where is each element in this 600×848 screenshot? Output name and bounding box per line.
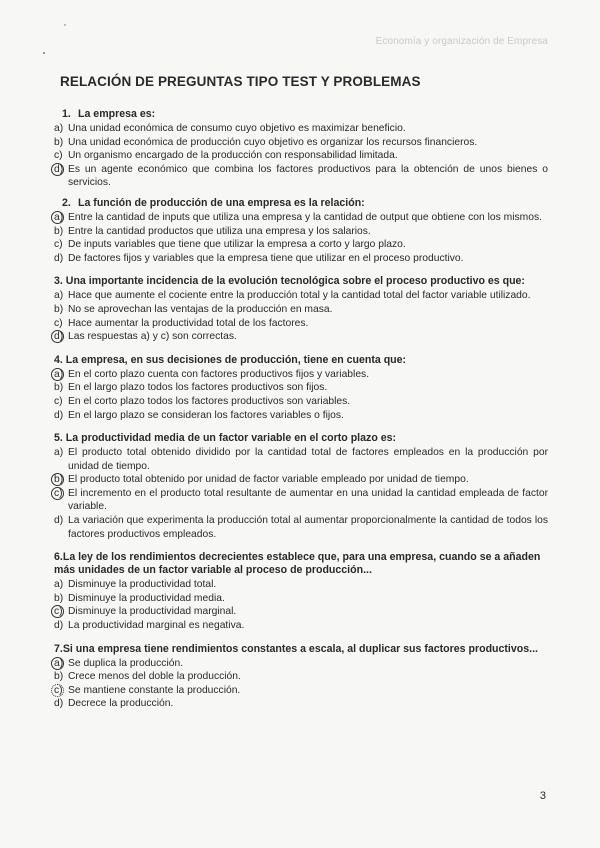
scan-speck (43, 52, 45, 54)
question-3 (54, 275, 548, 343)
question-heading: 7.Si una empresa tiene rendimientos constantes a escala, al duplicar sus factores productivos... (54, 642, 538, 655)
option-b: b) Entre la cantidad productos que utiliza una empresa y los salarios. (54, 225, 371, 237)
option-c: c) Se mantiene constante la producción. (54, 684, 548, 698)
question-list (54, 108, 548, 718)
page-title: RELACIÓN DE PREGUNTAS TIPO TEST Y PROBLEMAS (60, 74, 421, 89)
option-b: b) Disminuye la productividad media. (54, 592, 225, 604)
option-c: c) Disminuye la productividad marginal. (54, 605, 548, 619)
option-d: d) De factores fijos y variables que la empresa tiene que utilizar en el proceso productivo. (54, 252, 464, 264)
question-2 (54, 197, 548, 265)
question-heading: 4. La empresa, en sus decisiones de producción, tiene en cuenta que: (54, 353, 407, 366)
option-b: b) En el largo plazo todos los factores productivos son fijos. (54, 382, 328, 394)
option-a: a) Disminuye la productividad total. (54, 579, 217, 591)
question-1 (54, 108, 548, 190)
option-b: b) No se aprovechan las ventajas de la producción en masa. (54, 303, 333, 315)
option-a: a) El producto total obtenido dividido por la cantidad total de factores empleados en la producción por unidad de tiempo. (54, 447, 548, 472)
option-c: c) En el corto plazo todos los factores productivos son variables. (54, 395, 351, 407)
option-a: a) Entre la cantidad de inputs que utiliza una empresa y la cantidad de output que obtiene con los mismos. (54, 211, 548, 225)
question-heading: 3. Una importante incidencia de la evolución tecnológica sobre el proceso productivo es que: (54, 275, 525, 288)
option-c: c) Un organismo encargado de la producción con responsabilidad limitada. (54, 150, 398, 162)
question-heading: 1. La empresa es: (62, 108, 156, 120)
option-b: b) El producto total obtenido por unidad de factor variable empleado por unidad de tiempo. (54, 473, 548, 487)
option-c: c) De inputs variables que tiene que utilizar la empresa a corto y largo plazo. (54, 239, 406, 251)
option-c: c) El incremento en el producto total resultante de aumentar en una unidad la cantidad empleada de factor variable. (54, 487, 548, 514)
option-d: d) Es un agente económico que combina los factores productivos para la obtención de unos bienes o servicios. (54, 163, 548, 190)
question-heading: 6.La ley de los rendimientos decrecientes establece que, para una empresa, cuando se a añaden más unidades de un factor variable al proceso de producción... (54, 551, 541, 577)
option-a: a) Hace que aumente el cociente entre la producción total y la cantidad total del factor variable utilizado. (54, 290, 531, 302)
option-d: d) Las respuestas a) y c) son correctas. (54, 330, 548, 344)
option-d: d) La variación que experimenta la producción total al aumentar proporcionalmente la cantidad de todos los factores productivos empleados. (54, 515, 548, 540)
question-5 (54, 432, 548, 541)
option-c: c) Hace aumentar la productividad total de los factores. (54, 317, 309, 329)
option-d: d) En el largo plazo se consideran los factores variables o fijos. (54, 409, 344, 421)
option-b: b) Una unidad económica de producción cuyo objetivo es organizar los recursos financieros. (54, 136, 478, 148)
option-d: d) La productividad marginal es negativa. (54, 620, 245, 632)
scan-speck (64, 24, 66, 26)
option-b: b) Crece menos del doble la producción. (54, 671, 241, 683)
question-7 (54, 643, 548, 711)
page-number: 3 (539, 790, 546, 802)
option-d: d) Decrece la producción. (54, 698, 174, 710)
question-6 (54, 551, 548, 632)
option-a: a) Se duplica la producción. (54, 657, 548, 671)
question-4 (54, 354, 548, 422)
question-heading: 5. La productividad media de un factor variable en el corto plazo es: (54, 432, 397, 445)
option-a: a) Una unidad económica de consumo cuyo objetivo es maximizar beneficio. (54, 123, 406, 134)
header-note: Economía y organización de Empresa (375, 36, 548, 47)
question-heading: 2. La función de producción de una empresa es la relación: (62, 196, 365, 209)
option-a: a) En el corto plazo cuenta con factores productivos fijos y variables. (54, 368, 548, 382)
